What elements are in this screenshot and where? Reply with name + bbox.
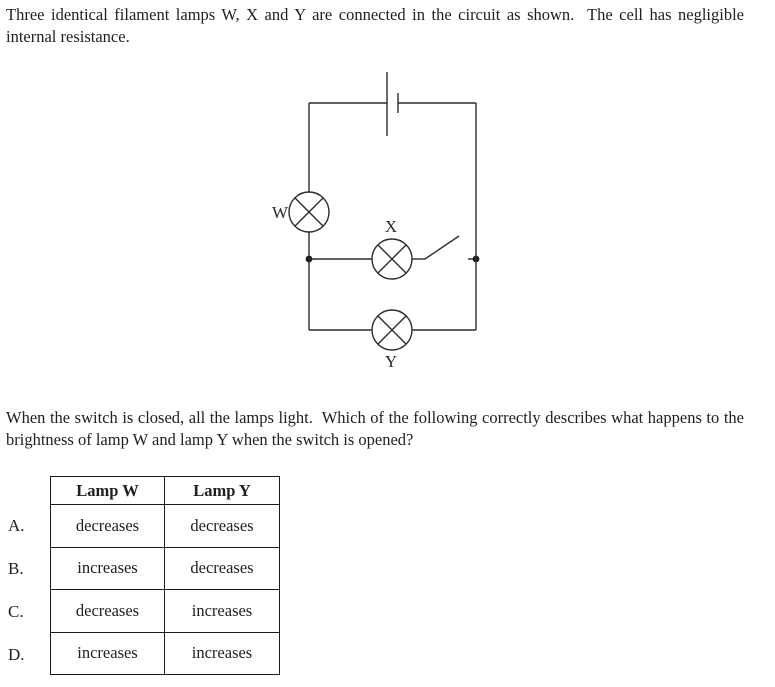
option-c-lamp-y-cell: increases bbox=[165, 590, 280, 633]
option-d-lamp-y-cell: increases bbox=[165, 632, 280, 675]
lamp-cross bbox=[295, 198, 323, 226]
options-table-header-row bbox=[51, 477, 280, 505]
lamp-circle bbox=[289, 192, 329, 232]
lamp-w-label: W bbox=[271, 203, 288, 222]
option-a-lamp-y-cell: decreases bbox=[165, 505, 280, 548]
lamp-circle bbox=[372, 310, 412, 350]
option-row-c bbox=[51, 590, 280, 633]
lamp-w-symbol bbox=[289, 192, 329, 232]
lamp-y-label: Y bbox=[384, 352, 398, 371]
lamp-x-symbol bbox=[372, 239, 412, 279]
option-b-lamp-w-cell: increases bbox=[51, 547, 165, 590]
lamp-x-label: X bbox=[384, 217, 398, 236]
option-row-a bbox=[51, 505, 280, 548]
cell-symbol bbox=[309, 72, 476, 136]
lamp-cross bbox=[378, 316, 406, 344]
options-table bbox=[50, 476, 280, 675]
header-cell-lamp-y: Lamp Y bbox=[165, 477, 280, 505]
question-intro-text: Three identical filament lamps W, X and Y are connected in the circuit as shown. The cell has negligible internal resistance. bbox=[6, 5, 749, 46]
option-c-lamp-w-cell: decreases bbox=[51, 590, 165, 633]
lamp-cross bbox=[378, 316, 406, 344]
lamp-circle bbox=[372, 239, 412, 279]
option-row-b bbox=[51, 547, 280, 590]
option-label-b: B. bbox=[8, 558, 24, 578]
option-a-lamp-w-cell: decreases bbox=[51, 505, 165, 548]
option-label-d: D. bbox=[8, 644, 25, 664]
lamp-cross bbox=[295, 198, 323, 226]
option-letters-column bbox=[8, 504, 25, 676]
junction-dot-right bbox=[473, 256, 480, 263]
option-b-lamp-y-cell: decreases bbox=[165, 547, 280, 590]
lamp-cross bbox=[378, 245, 406, 273]
switch-blade bbox=[425, 236, 459, 259]
header-cell-lamp-w: Lamp W bbox=[51, 477, 165, 505]
junction-dot-left bbox=[306, 256, 313, 263]
lamp-cross bbox=[378, 245, 406, 273]
open-switch-symbol bbox=[412, 236, 479, 262]
option-row-d bbox=[51, 632, 280, 675]
option-label-c: C. bbox=[8, 601, 24, 621]
question-prompt-text: When the switch is closed, all the lamps light. Which of the following correctly describes what happens to the brightness of lamp W and lamp Y when the switch is opened? bbox=[6, 408, 749, 449]
lamp-y-symbol bbox=[372, 310, 412, 350]
option-label-a: A. bbox=[8, 515, 25, 535]
option-d-lamp-w-cell: increases bbox=[51, 632, 165, 675]
